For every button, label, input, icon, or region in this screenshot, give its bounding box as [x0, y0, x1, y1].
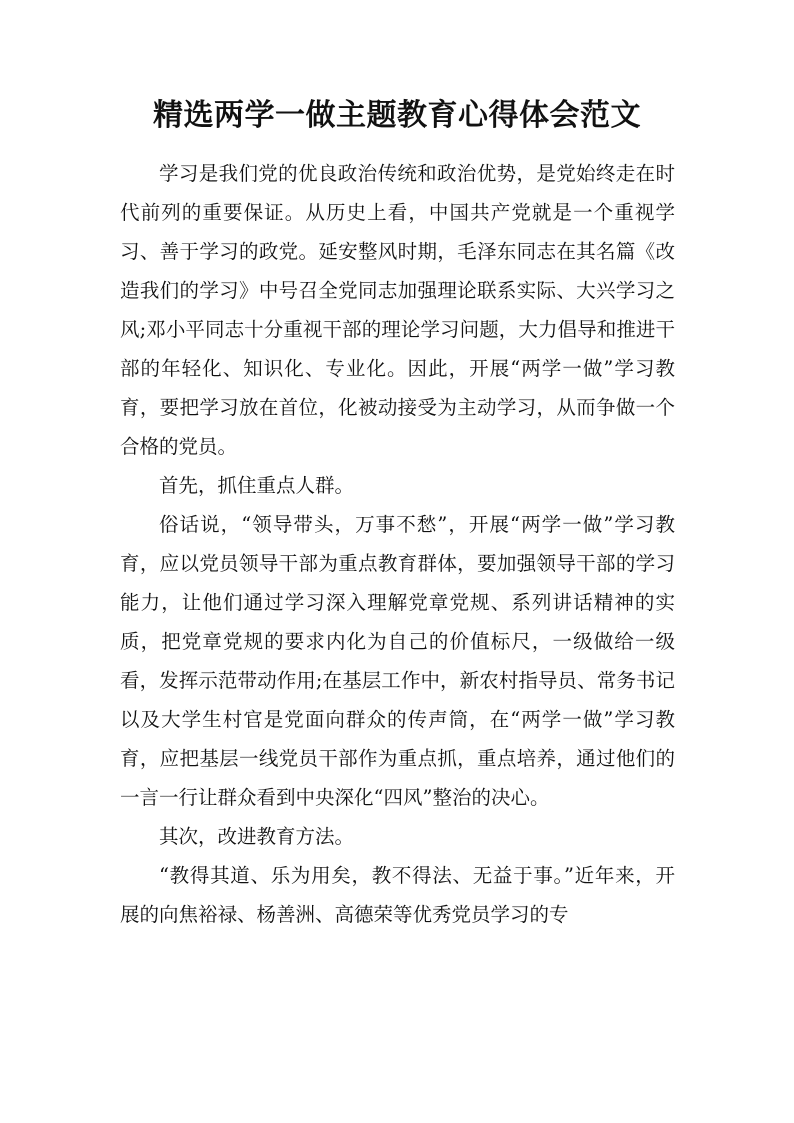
paragraph-key-groups: 俗话说，“领导带头，万事不愁”，开展“两学一做”学习教育，应以党员领导干部为重点教育群体，要加强领导干部的学习能力，让他们通过学习深入理解党章党规、系列讲话精神的实质，把党章党规的要求内化为自己的价值标尺，一级做给一级看，发挥示范带动作用;在基层工作中，新农村指导员、常务书记以及大学生村官是党面向群众的传声筒，在“两学一做”学习教育，应把基层一线党员干部作为重点抓，重点培养，通过他们的一言一行让群众看到中央深化“四风”整治的决心。: [120, 513, 675, 809]
paragraph-intro: 学习是我们党的优良政治传统和政治优势，是党始终走在时代前列的重要保证。从历史上看，中国共产党就是一个重视学习、善于学习的政党。延安整风时期，毛泽东同志在其名篇《改造我们的学习》中号召全党同志加强理论联系实际、大兴学习之风;邓小平同志十分重视干部的理论学习问题，大力倡导和推进干部的年轻化、知识化、专业化。因此，开展“两学一做”学习教育，要把学习放在首位，化被动接受为主动学习，从而争做一个合格的党员。: [120, 162, 675, 458]
paragraph-teaching-methods: “教得其道、乐为用矣，教不得法、无益于事。”近年来，开展的向焦裕禄、杨善洲、高德荣等优秀党员学习的专: [120, 864, 675, 926]
document-body: [120, 154, 675, 934]
paragraph-heading-second: 其次，改进教育方法。: [159, 825, 355, 848]
document-title: 精选两学一做主题教育心得体会范文: [153, 98, 641, 133]
paragraph-heading-first: 首先，抓住重点人群。: [159, 474, 355, 497]
